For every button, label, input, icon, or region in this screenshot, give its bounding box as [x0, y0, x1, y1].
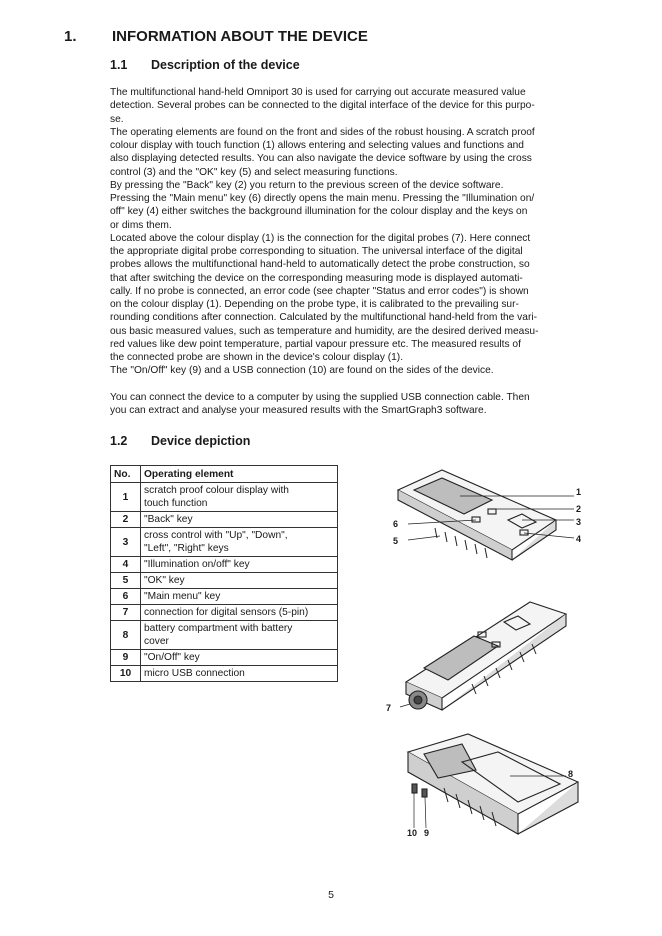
- text-line: also displaying detected results. You can also navigate the device software by using the cross: [110, 153, 532, 165]
- row-element: [141, 528, 338, 557]
- row-element: [141, 621, 338, 650]
- text-line: se.: [110, 113, 124, 125]
- text-line: that after switching the device on the corresponding measuring mode is displayed automati-: [110, 272, 523, 284]
- row-element: [141, 589, 338, 605]
- text-line: The "On/Off" key (9) and a USB connection (10) are found on the sides of the device.: [110, 365, 494, 377]
- chapter-heading: [64, 28, 368, 45]
- text-line: You can connect the device to a computer by using the supplied USB connection cable. Then: [110, 391, 530, 403]
- element-text-line: cross control with "Up", "Down",: [144, 530, 288, 541]
- on-off-key: [422, 789, 427, 797]
- section-heading-1: [110, 58, 300, 72]
- row-element: [141, 512, 338, 528]
- element-text-line: battery compartment with battery: [144, 623, 293, 634]
- element-text-line: "Main menu" key: [144, 591, 221, 602]
- row-number: 7: [111, 605, 141, 621]
- description-text: [110, 86, 584, 417]
- row-element: [141, 605, 338, 621]
- table-row: [111, 483, 338, 512]
- text-line: the appropriate digital probe corresponding to situation. The universal interface of the digital: [110, 246, 523, 257]
- text-line: The multifunctional hand-held Omniport 30 is used for carrying out accurate measured value: [110, 87, 526, 98]
- text-line: off" key (4) either switches the background illumination for the colour display and the keys on: [110, 206, 528, 218]
- chapter-title: INFORMATION ABOUT THE DEVICE: [112, 28, 368, 45]
- table-row: [111, 512, 338, 528]
- table-row: [111, 528, 338, 557]
- row-number: 4: [111, 557, 141, 573]
- row-element: [141, 666, 338, 682]
- element-text-line: scratch proof colour display with: [144, 485, 289, 496]
- table-row: [111, 650, 338, 666]
- figure-label-8: 8: [568, 769, 574, 779]
- row-number: 10: [111, 666, 141, 682]
- figure-label-7: 7: [386, 703, 392, 713]
- element-text-line: "Illumination on/off" key: [144, 559, 250, 570]
- text-line: control (3) and the "OK" key (5) and select measuring functions.: [110, 166, 398, 178]
- text-line: colour display with touch function (1) allows entering and selecting values and functions and: [110, 140, 524, 151]
- figure-label-10: 10: [407, 828, 418, 838]
- device-illustration: [380, 462, 590, 842]
- label-leader-7: [400, 704, 410, 707]
- figure-label-4: 4: [576, 534, 582, 544]
- figure-label-5: 5: [393, 536, 399, 546]
- device-figure: [380, 462, 590, 842]
- table-row: [111, 557, 338, 573]
- paragraph-software: [110, 391, 584, 418]
- text-line: probes allows the multifunctional hand-held to automatically detect the probe construction, so: [110, 259, 530, 271]
- text-line: Pressing the "Main menu" key (6) directly opens the main menu. Pressing the "Illumination on/: [110, 193, 535, 204]
- section-heading-2: [110, 434, 250, 448]
- table-row: [111, 573, 338, 589]
- operating-elements-table: [110, 465, 338, 682]
- text-line: or dims them.: [110, 219, 172, 231]
- table-row: [111, 589, 338, 605]
- figure-label-9: 9: [424, 828, 430, 838]
- paragraph-main: [110, 86, 584, 378]
- element-text-line: "OK" key: [144, 575, 185, 586]
- text-line: red values like dew point temperature, partial vapour pressure etc. The measured results of: [110, 338, 521, 350]
- row-element: [141, 483, 338, 512]
- row-number: 3: [111, 528, 141, 557]
- figure-label-3: 3: [576, 517, 582, 527]
- row-number: 9: [111, 650, 141, 666]
- text-line: cally. If no probe is connected, an error code (see chapter "Status and error codes") is shown: [110, 285, 529, 297]
- row-number: 5: [111, 573, 141, 589]
- figure-label-2: 2: [576, 504, 582, 514]
- section-number: 1.2: [110, 434, 128, 448]
- row-element: [141, 650, 338, 666]
- row-number: 2: [111, 512, 141, 528]
- table-header-row: [111, 466, 338, 483]
- text-line: you can extract and analyse your measured results with the SmartGraph3 software.: [110, 404, 487, 416]
- section-title: Description of the device: [151, 58, 300, 72]
- figure-label-6: 6: [393, 519, 399, 529]
- element-text-line: micro USB connection: [144, 668, 245, 679]
- chapter-number: 1.: [64, 28, 77, 45]
- text-line: detection. Several probes can be connected to the digital interface of the device for this purpo-: [110, 100, 535, 112]
- element-text-line: "On/Off" key: [144, 652, 200, 663]
- element-text-line: touch function: [144, 498, 208, 509]
- section-number: 1.1: [110, 58, 128, 72]
- text-line: Located above the colour display (1) is the connection for the digital probes (7). Here connect: [110, 232, 531, 244]
- column-header-no: No.: [111, 466, 141, 483]
- text-line: the connected probe are shown in the device's colour display (1).: [110, 352, 404, 363]
- element-text-line: "Left", "Right" keys: [144, 543, 229, 554]
- figure-label-1: 1: [576, 487, 582, 497]
- element-text-line: cover: [144, 636, 169, 647]
- row-element: [141, 573, 338, 589]
- table-row: [111, 605, 338, 621]
- row-number: 8: [111, 621, 141, 650]
- row-number: 1: [111, 483, 141, 512]
- text-line: on the colour display (1). Depending on the probe type, it is calibrated to the prevailing sur-: [110, 299, 519, 310]
- element-text-line: "Back" key: [144, 514, 193, 525]
- page-number: 5: [328, 889, 334, 901]
- column-header-element: Operating element: [141, 466, 338, 483]
- text-line: rounding conditions after connection. Calculated by the multifunctional hand-held from the vari-: [110, 312, 537, 324]
- row-number: 6: [111, 589, 141, 605]
- text-line: By pressing the "Back" key (2) you return to the previous screen of the device software.: [110, 179, 504, 191]
- usb-port: [412, 784, 417, 793]
- element-text-line: connection for digital sensors (5-pin): [144, 607, 309, 618]
- text-line: ous basic measured values, such as temperature and humidity, are the desired derived measu-: [110, 325, 539, 337]
- row-element: [141, 557, 338, 573]
- section-title: Device depiction: [151, 434, 251, 448]
- table-row: [111, 621, 338, 650]
- text-line: The operating elements are found on the front and sides of the robust housing. A scratch proof: [110, 126, 535, 138]
- table-row: [111, 666, 338, 682]
